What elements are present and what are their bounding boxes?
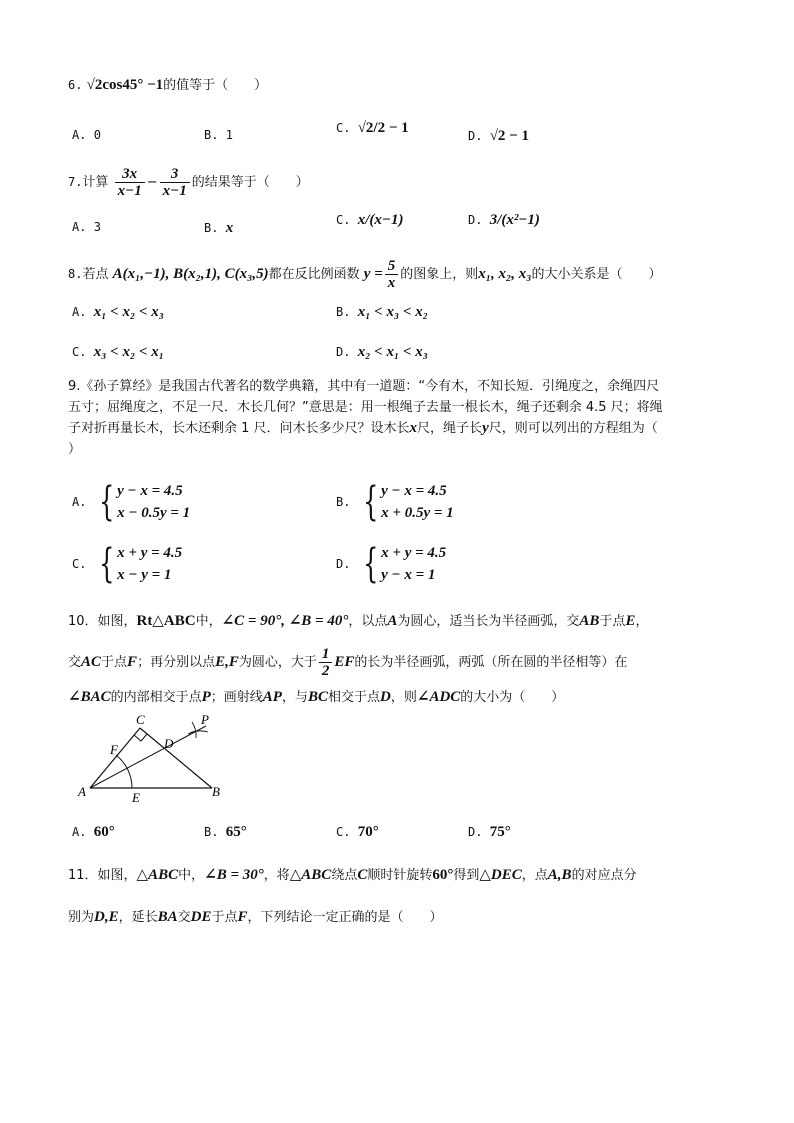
q10-line-1: 10．如图，Rt△ABC中，∠C = 90°, ∠B = 40°，以点A为圆心，适当长为半径画弧，交AB于点E， [68,613,649,629]
q9-option-d: D. { x + y = 4.5 y − x = 1 [336,541,447,587]
q11-line-1: 11．如图，△ABC中，∠B = 30°，将△ABC绕点C顺时针旋转60°得到△DEC，点A,B的对应点分 [68,867,637,883]
q7-fraction-1: $\frac{3x}{x-1}$ [115,166,145,199]
side-ac [90,728,140,788]
q6-expression: √2cos45° −1 [86,77,164,93]
q7-stem: 7.计算 $\frac{3x}{x-1}$ − $\frac{3}{x-1}$ 的结果等于（ ） [68,166,309,199]
q8-option-b: B. x₁ < x₃ < x₂ [336,304,428,320]
q6-option-c: C. √2/2 − 1 [336,120,409,136]
q7-option-d: D. 3/(x²−1) [468,212,540,228]
label-b: B [212,784,220,799]
arc-ef [116,755,132,788]
q7-option-b: B. x [204,220,234,236]
q9-option-a: A. { y − x = 4.5 x − 0.5y = 1 [72,479,191,525]
q6-stem: 6. √2cos45° −1的值等于（ ） [68,77,268,93]
q10-option-c: C. 70° [336,824,379,840]
q10-option-a: A. 60° [72,824,115,840]
label-p: P [201,712,209,727]
side-cb [140,728,212,788]
label-e: E [132,790,140,804]
label-c: C [136,712,145,727]
q10-option-b: B. 65° [204,824,247,840]
q10-line-3: ∠BAC的内部相交于点P；画射线AP，与BC相交于点D，则∠ADC的大小为（ ） [68,689,565,705]
q9-option-b: B. { y − x = 4.5 x + 0.5y = 1 [336,479,454,525]
label-f: F [110,742,118,757]
q7-fraction-2: $\frac{3}{x-1}$ [160,166,190,199]
q7-option-a: A. 3 [72,220,101,234]
q8-stem: 8.若点 A(x₁,−1), B(x₂,1), C(x₃,5)都在反比例函数 y = $\frac{5}{x}$ 的图象上，则x₁, x₂, x₃的大小关系是（ ） [68,258,662,291]
q6-option-b: B. 1 [204,128,233,142]
q9-stem: 9.《孙子算经》是我国古代著名的数学典籍，其中有一道题：“今有木，不知长短．引绳度之，余绳四尺 五寸；屈绳度之，不足一尺．木长几何？”意思是：用一根绳子去量一根长木，绳子还剩余 4.5 尺；将绳 子对折再量长木，长木还剩余 1 尺．问木长多少尺？设木长x尺，绳子长y尺，则可以列出的方程组为（ ） [68,379,663,457]
q10-triangle-figure [70,712,230,804]
q11-line-2: 别为D,E，延长BA交DE于点F，下列结论一定正确的是（ ） [68,909,443,925]
q7-option-c: C. x/(x−1) [336,212,404,228]
q6-option-d: D. √2 − 1 [468,128,529,144]
q8-option-d: D. x₂ < x₁ < x₃ [336,344,428,360]
q9-option-c: C. { x + y = 4.5 x − y = 1 [72,541,183,587]
q10-line-2: 交AC于点F；再分别以点E,F为圆心，大于 $\frac{1}{2}$ EF的长为半径画弧，两弧（所在圆的半径相等）在 [68,646,628,679]
q8-option-a: A. x₁ < x₂ < x₃ [72,304,164,320]
label-a: A [78,784,86,799]
arc-p-1 [192,722,196,738]
q10-option-d: D. 75° [468,824,511,840]
label-d: D [164,736,174,751]
q8-option-c: C. x₃ < x₂ < x₁ [72,344,164,360]
right-angle-mark [134,734,147,741]
q6-option-a: A. 0 [72,128,101,142]
